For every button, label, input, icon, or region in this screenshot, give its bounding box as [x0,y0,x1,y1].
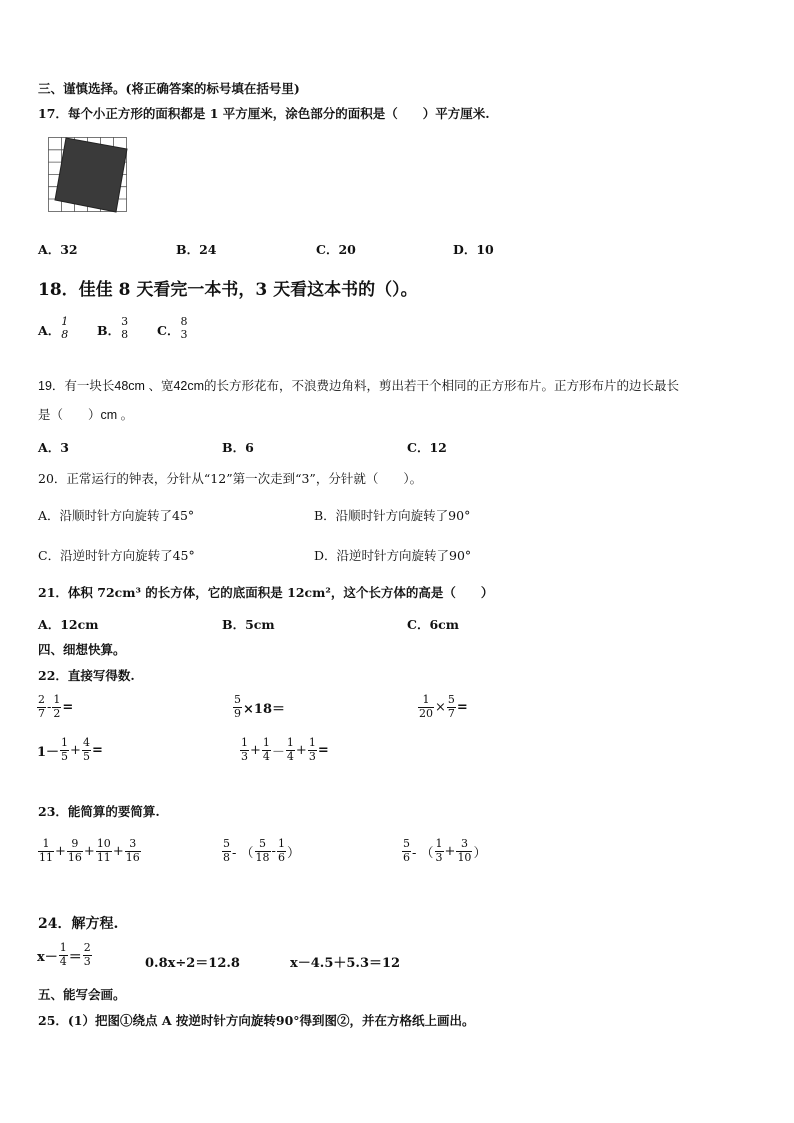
q18-stem: 18．佳佳 8 天看完一本书，3 天看这本书的（）。 [38,280,418,300]
q20-option-d[interactable]: D．沿逆时针方向旋转了90° [314,548,472,563]
q19-option-b[interactable]: B．6 [222,440,254,455]
q17-stem: 17．每个小正方形的面积都是 1 平方厘米，涂色部分的面积是（ ）平方厘米. [38,106,490,121]
q17-option-b[interactable]: B．24 [176,242,217,257]
q18-option-a-fraction: 1 8 [61,315,69,341]
q24-stem: 24．解方程. [38,916,119,932]
q22-expr-3: $\frac{1}{20}$ × $\frac{5}{7}$ = [419,693,468,720]
q17-option-a[interactable]: A．32 [38,242,78,257]
q19-option-a[interactable]: A．3 [38,440,69,455]
q18-option-a[interactable] [38,316,69,341]
q17-option-c[interactable]: C．20 [316,242,356,257]
section-4-title: 四、细想快算。 [38,642,126,657]
q19-stem-line1: 19．有一块长48cm 、宽42cm的长方形花布，不浪费边角料，剪出若干个相同的正方形布片。正方形布片的边长最长 [38,379,680,393]
q22-expr-5: $\frac{1}{3}$ + $\frac{1}{4}$ － $\frac{1}{4}$ + $\frac{1}{3}$ = [241,736,329,763]
q20-option-b[interactable]: B．沿顺时针方向旋转了90° [314,508,471,523]
q18-option-b-fraction: 3 8 [121,315,129,341]
q21-stem: 21．体积 72cm³ 的长方体，它的底面积是 12cm²，这个长方体的高是（ ） [38,585,494,600]
q22-expr-1: $\frac{2}{7}$ - $\frac{1}{2}$ = [38,693,74,720]
section-5-title: 五、能写会画。 [38,987,126,1002]
q22-expr-2: $\frac{5}{9}$ ×18＝ [234,693,285,720]
q22-expr-4: 1－ $\frac{1}{5}$ + $\frac{4}{5}$ = [37,736,103,763]
q25-stem: 25．(1）把图①绕点 A 按逆时针方向旋转90°得到图②，并在方格纸上画出。 [38,1013,475,1028]
q21-option-a[interactable]: A．12cm [38,617,99,632]
q19-option-c[interactable]: C．12 [407,440,447,455]
q24-equation-2: 0.8x÷2＝12.8 [145,956,240,971]
q18-option-c-label: C． [157,323,180,339]
q21-option-c[interactable]: C．6cm [407,617,459,632]
q24-equation-3: x－4.5＋5.3＝12 [290,956,401,971]
q18-option-a-label: A． [38,323,61,339]
q21-option-b[interactable]: B．5cm [222,617,275,632]
q17-option-d[interactable]: D．10 [453,242,494,257]
q23-stem: 23．能简算的要简算. [38,804,160,819]
section-3-title: 三、谨慎选择。(将正确答案的标号填在括号里) [38,81,300,96]
q19-stem-line2: 是（ ）cm 。 [38,408,134,422]
q22-stem: 22．直接写得数. [38,668,135,683]
q20-stem: 20．正常运行的钟表，分针从“12”第一次走到“3”，分针就（ ）。 [38,471,423,486]
q18-option-c[interactable] [157,316,188,341]
q23-expr-1: $\frac{1}{11}$ + $\frac{9}{16}$ + $\frac{10}{11}$ + $\frac{3}{16}$ [39,837,140,864]
q24-equation-1: x－ $\frac{1}{4}$ ＝ $\frac{2}{3}$ [37,941,91,968]
q18-option-c-fraction: 8 3 [180,315,188,341]
q18-option-b[interactable] [97,316,129,341]
q17-shaded-square [55,138,127,212]
q23-expr-3: $\frac{5}{6}$ - （ $\frac{1}{3}$ + $\frac{3}{10}$ ） [403,837,487,864]
q18-option-b-label: B． [97,323,121,339]
q17-grid-figure [48,137,128,213]
q20-option-c[interactable]: C．沿逆时针方向旋转了45° [38,548,195,563]
q23-expr-2: $\frac{5}{8}$ - （ $\frac{5}{18}$ - $\frac{1}{6}$ ） [223,837,300,864]
q20-option-a[interactable]: A．沿顺时针方向旋转了45° [38,508,195,523]
